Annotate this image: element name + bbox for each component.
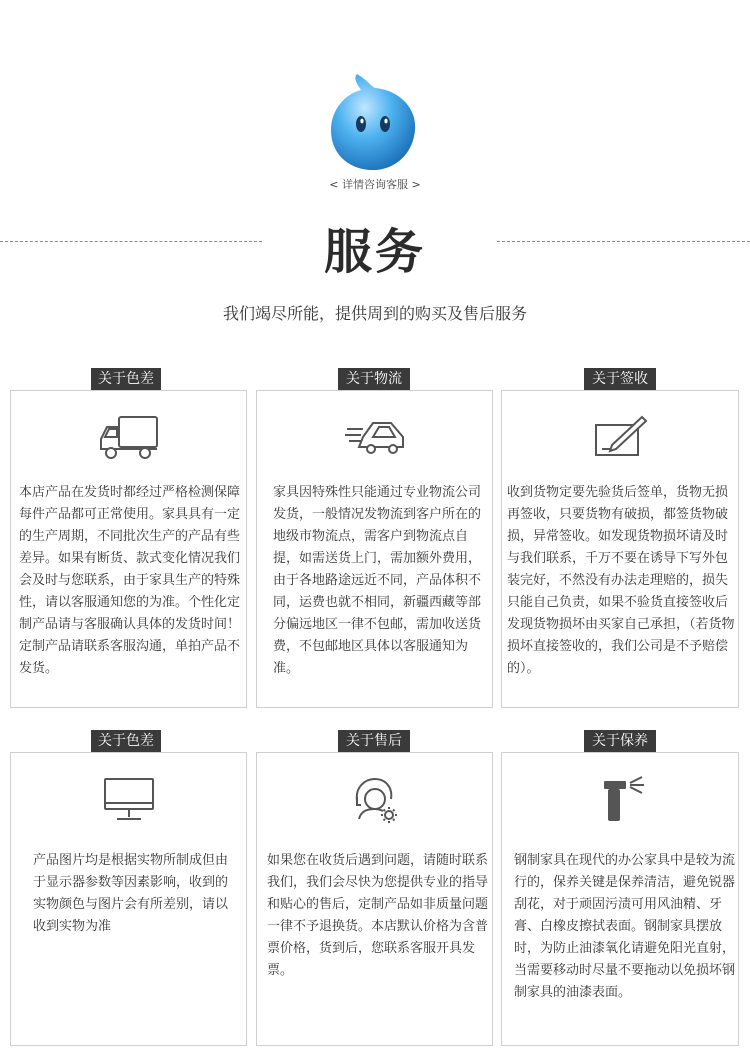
tag-maintenance: 关于保养 [584,730,656,752]
mascot-logo-icon [327,72,419,172]
tag-after-sales: 关于售后 [338,730,410,752]
card-text: 家具因特殊性只能通过专业物流公司发货，一般情况发物流到客户所在的地级市物流点，需客户到物流点自提，如需送货上门，需加额外费用，由于各地路途远近不同，产品体积不同，运费也就不相同，新疆西藏等部分偏远地区一律不包邮，需加收送货费，不包邮地区具体以客服通知为准。 [273,485,482,676]
card-text: 本店产品在发货时都经过严格检测保障每件产品都可正常使用。家具具有一定的生产周期，不同批次生产的产品有些差异。如果有断货、款式变化情况我们会及时与您联系，由于家具生产的特殊性，请以客服通知您的为准。个性化定制产品请与客服确认具体的发货时间！定制产品请联系客服沟通，单拍产品不发货。 [19,485,241,676]
card-text: 如果您在收货后遇到问题，请随时联系我们，我们会尽快为您提供专业的指导和贴心的售后，定制产品如非质量问题一律不予退换货。本店默认价格为含普票价格，货到后，您联系客服开具发票。 [267,853,489,978]
card-sign-receipt [501,390,739,708]
tag-color-difference: 关于色差 [91,368,161,390]
sign-pen-icon [588,413,652,461]
card-maintenance [501,752,739,1046]
card-text: 收到货物定要先验货后签单，货物无损再签收，只要货物有破损，都签货物破损，异常签收。如发现货物损坏请及时与我们联系，千万不要在诱导下写外包装完好，不然没有办法走理赔的，损失只能自己负责，如果不验货直接签收后发现货物损坏由买家自己承担，（若货物损坏直接签收的，我们公司是不予赔偿的）。 [507,485,735,676]
card-color-difference-2 [10,752,247,1046]
tag-sign-receipt: 关于签收 [584,368,656,390]
tag-logistics: 关于物流 [338,368,410,390]
card-color-difference [10,390,247,708]
card-after-sales [256,752,493,1046]
consult-link[interactable]: < 详情咨询客服 > [329,178,421,191]
page-title: 服务 [323,224,426,280]
tag-color-difference-2: 关于色差 [91,730,161,752]
truck-icon [97,413,161,461]
card-text: 钢制家具在现代的办公家具中是较为流行的，保养关键是保养清洁，避免锐器刮花，对于顽固污渍可用风油精、牙膏、白橡皮擦拭表面。钢制家具摆放时，为防止油漆氧化请避免阳光直射，当需要移动时尽量不要拖动以免损坏钢制家具的油漆表面。 [514,853,736,1000]
monitor-icon [97,775,161,823]
page-subtitle: 我们竭尽所能，提供周到的购买及售后服务 [222,304,527,323]
card-logistics [256,390,493,708]
customer-service-icon [343,775,407,823]
delivery-car-icon [343,413,407,461]
spray-bottle-icon [588,775,652,823]
card-text: 产品图片均是根据实物所制成但由于显示器参数等因素影响，收到的实物颜色与图片会有所差别，请以收到实物为准 [33,853,229,934]
